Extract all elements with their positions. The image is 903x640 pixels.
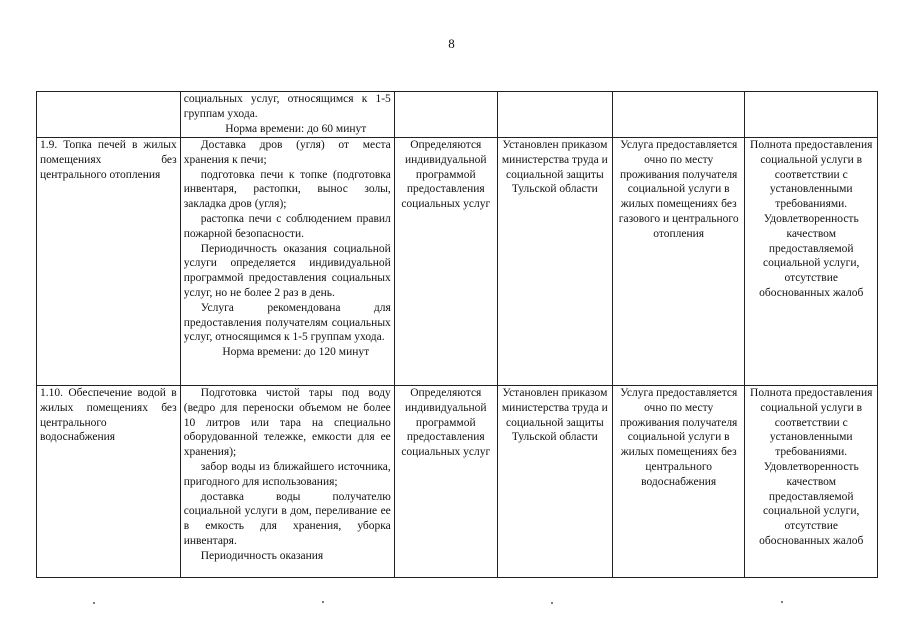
description-paragraph: Подготовка чистой тары под воду (ведро для переноски объемом не более 10 литров или тара на специально оборудованной тележке, емкости для ее хранения);: [183, 387, 391, 459]
service-name-cell: 1.9. Топка печей в жилых помещениях без центрального отопления: [37, 138, 181, 386]
established-cell: Установлен приказом министерства труда и социальной защиты Тульской области: [497, 138, 612, 386]
description-paragraph: Норма времени: до 120 минут: [222, 346, 370, 359]
conditions-cell: Услуга предоставляется очно по месту проживания получателя социальной услуги в жилых помещениях без центрального водоснабжения: [612, 386, 745, 578]
description-paragraph: Норма времени: до 60 минут: [225, 122, 367, 135]
description-paragraph: растопка печи с соблюдением правил пожарной безопасности.: [183, 212, 391, 240]
established-cell: [497, 92, 612, 138]
table-row: [37, 92, 878, 138]
description-paragraph: Услуга рекомендована для предоставления получателям социальных услуг, относящимся к 1-5 группам ухода.: [183, 301, 391, 344]
scan-artifacts: [0, 600, 903, 610]
service-description-cell: [180, 386, 394, 578]
description-paragraph: Доставка дров (угля) от места хранения к печи;: [183, 139, 391, 166]
description-paragraph: Периодичность оказания социальной услуги определяется индивидуальной программой предоставления социальных услуг, но не более 2 раз в день.: [183, 242, 391, 299]
service-name-cell: 1.10. Обеспечение водой в жилых помещениях без центрального водоснабжения: [37, 386, 181, 578]
conditions-cell: [612, 92, 745, 138]
conditions-cell: Услуга предоставляется очно по месту проживания получателя социальной услуги в жилых помещениях без газового и центрального отопления: [612, 138, 745, 386]
description-paragraph: забор воды из ближайшего источника, пригодного для использования;: [183, 460, 391, 488]
quality-cell: Полнота предоставления социальной услуги в соответствии с установленными требованиями. Удовлетворенность качеством предоставляемой социальной услуги, отсутствие обоснованных жалоб: [745, 138, 878, 386]
description-paragraph: подготовка печи к топке (подготовка инвентаря, растопки, вынос золы, закладка дров (угля);: [183, 168, 391, 211]
funding-cell: Определяются индивидуальной программой предоставления социальных услуг: [394, 138, 497, 386]
established-cell: Установлен приказом министерства труда и социальной защиты Тульской области: [497, 386, 612, 578]
service-name-cell: [37, 92, 181, 138]
description-paragraph: доставка воды получателю социальной услуги в дом, переливание ее в емкость для хранения, уборка инвентаря.: [183, 490, 391, 547]
funding-cell: Определяются индивидуальной программой предоставления социальных услуг: [394, 386, 497, 578]
quality-cell: Полнота предоставления социальной услуги в соответствии с установленными требованиями. Удовлетворенность качеством предоставляемой социальной услуги, отсутствие обоснованных жалоб: [745, 386, 878, 578]
quality-cell: [745, 92, 878, 138]
description-paragraph: Периодичность оказания: [200, 549, 324, 562]
service-description-cell: [180, 138, 394, 386]
description-paragraph: социальных услуг, относящимся к 1-5 группам ухода.: [183, 93, 391, 120]
services-table: [36, 91, 878, 578]
service-description-cell: [180, 92, 394, 138]
funding-cell: [394, 92, 497, 138]
table-row: [37, 386, 878, 578]
table-row: [37, 138, 878, 386]
page-number: 8: [448, 36, 455, 51]
